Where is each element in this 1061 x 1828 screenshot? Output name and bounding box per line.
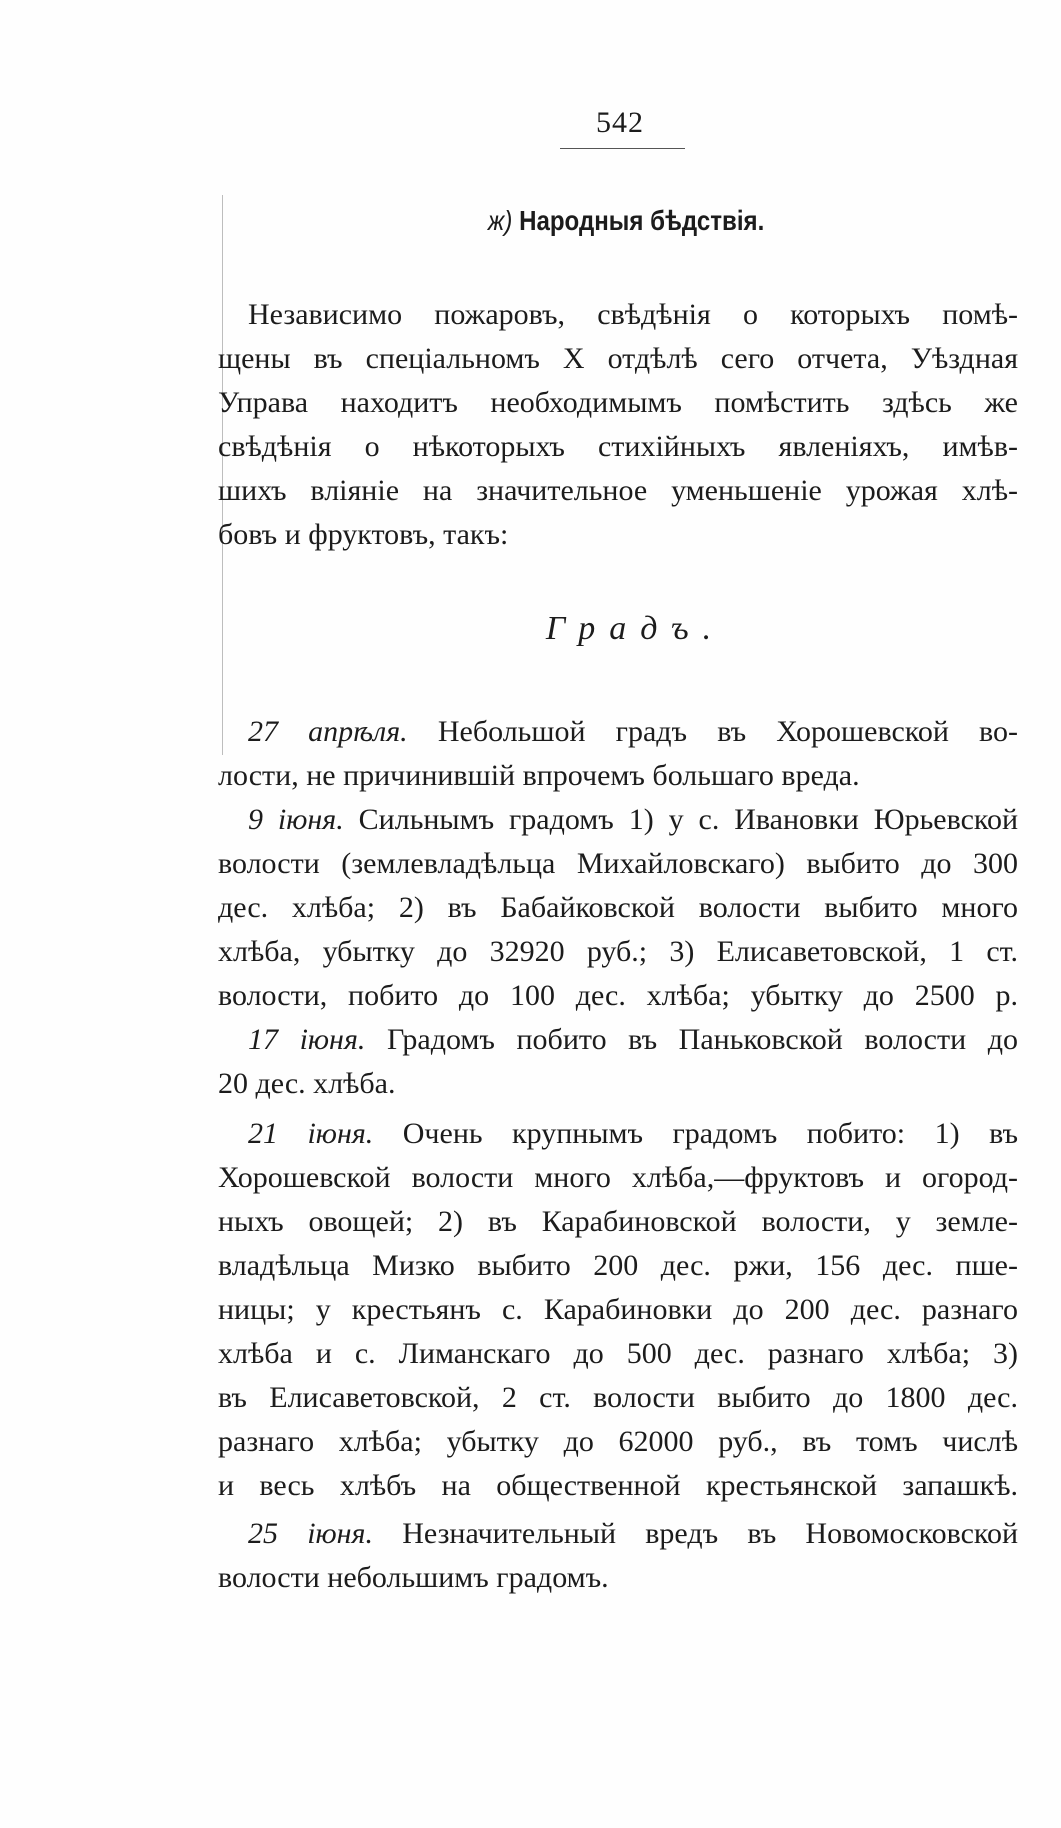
intro-line: шихъ вліяніе на значительное уменьшеніе урожая хлѣ- bbox=[218, 474, 1018, 507]
section-marker: ж) bbox=[487, 205, 513, 236]
entry-first-line bbox=[248, 1018, 1018, 1062]
section-heading bbox=[92, 205, 1004, 237]
intro-line: бовъ и фруктовъ, такъ: bbox=[218, 518, 509, 551]
subheading-hail: Градъ. bbox=[545, 610, 726, 647]
entry-first-line bbox=[248, 710, 1018, 754]
entry-date: 17 іюня. bbox=[248, 1023, 366, 1056]
entry-line: дес. хлѣба; 2) въ Бабайковской волости выбито много bbox=[218, 891, 1018, 924]
entry-line: хлѣба и с. Лиманскаго до 500 дес. разнаго хлѣба; 3) bbox=[218, 1337, 1018, 1370]
entry-line: въ Елисаветовской, 2 ст. волости выбито до 1800 дес. bbox=[218, 1381, 1018, 1414]
intro-line: Управа находитъ необходимымъ помѣстить здѣсь же bbox=[218, 386, 1018, 419]
entry-line: разнаго хлѣба; убытку до 62000 руб., въ томъ числѣ bbox=[218, 1425, 1018, 1458]
entry-line: ницы; у крестьянъ с. Карабиновки до 200 дес. разнаго bbox=[218, 1293, 1018, 1326]
entry-date: 27 апрѣля. bbox=[248, 715, 408, 748]
entry-first-line bbox=[248, 798, 1018, 842]
entry-line: 20 дес. хлѣба. bbox=[218, 1067, 396, 1100]
section-title: Народныя бѣдствія. bbox=[519, 205, 765, 236]
entry-text: Небольшой градъ въ Хорошевской во- bbox=[437, 715, 1018, 748]
entry-line: хлѣба, убытку до 32920 руб.; 3) Елисаветовской, 1 ст. bbox=[218, 935, 1018, 968]
entry-date: 9 іюня. bbox=[248, 803, 344, 836]
entry-text: Очень крупнымъ градомъ побито: 1) въ bbox=[402, 1117, 1018, 1150]
entry-first-line bbox=[248, 1112, 1018, 1156]
intro-line: щены въ спеціальномъ X отдѣлѣ сего отчета, Уѣздная bbox=[218, 342, 1018, 375]
entry-date: 21 іюня. bbox=[248, 1117, 374, 1150]
entry-line: и весь хлѣбъ на общественной крестьянской запашкѣ. bbox=[218, 1469, 1018, 1502]
entry-text: Сильнымъ градомъ 1) у с. Ивановки Юрьевской bbox=[358, 803, 1018, 836]
intro-line: Независимо пожаровъ, свѣдѣнія о которыхъ помѣ- bbox=[248, 298, 1018, 331]
entry-first-line bbox=[248, 1512, 1018, 1556]
entry-line: волости небольшимъ градомъ. bbox=[218, 1561, 609, 1594]
page-number: 542 bbox=[596, 106, 644, 139]
entry-line: лости, не причинившій впрочемъ большаго вреда. bbox=[218, 759, 860, 792]
entry-line: волости (землевладѣльца Михайловскаго) выбито до 300 bbox=[218, 847, 1018, 880]
page-number-rule bbox=[560, 148, 685, 149]
entry-line: волости, побито до 100 дес. хлѣба; убытку до 2500 р. bbox=[218, 979, 1018, 1012]
entry-date: 25 іюня. bbox=[248, 1517, 374, 1550]
entry-text: Незначительный вредъ въ Новомосковской bbox=[402, 1517, 1018, 1550]
intro-line: свѣдѣнія о нѣкоторыхъ стихійныхъ явленіяхъ, имѣв- bbox=[218, 430, 1018, 463]
entry-line: Хорошевской волости много хлѣба,—фруктовъ и огород- bbox=[218, 1161, 1018, 1194]
entry-line: ныхъ овощей; 2) въ Карабиновской волости, у земле- bbox=[218, 1205, 1018, 1238]
entry-line: владѣльца Мизко выбито 200 дес. ржи, 156 дес. пше- bbox=[218, 1249, 1018, 1282]
entry-text: Градомъ побито въ Паньковской волости до bbox=[386, 1023, 1018, 1056]
